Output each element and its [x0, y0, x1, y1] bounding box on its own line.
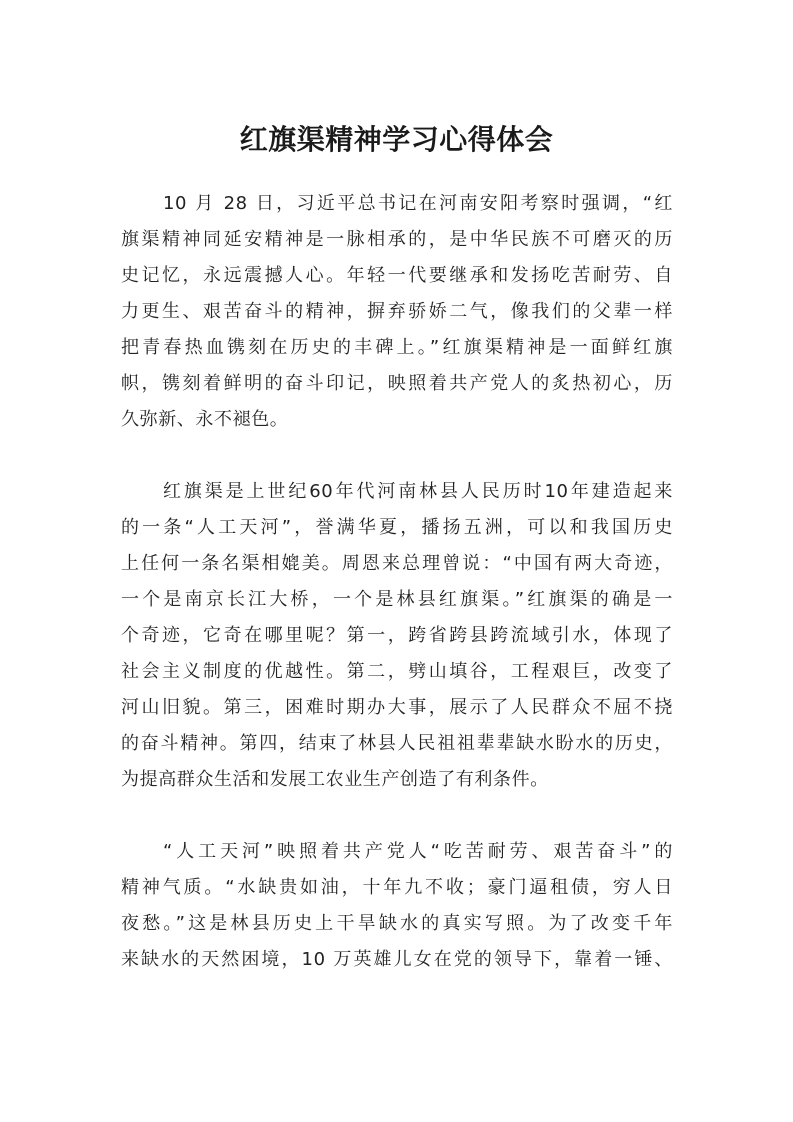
paragraph-2-line-1: 红旗渠是上世纪60年代河南林县人民历时10年建造起来: [163, 481, 673, 502]
paragraph-2-line-4: 一个是南京长江大桥，一个是林县红旗渠。”红旗渠的确是一: [121, 589, 673, 610]
paragraph-1-line-7: 久弥新、永不褪色。: [121, 409, 289, 430]
paragraph-3-line-1: “人工天河”映照着共产党人“吃苦耐劳、艰苦奋斗”的: [163, 841, 673, 862]
paragraph-2-line-2: 的一条“人工天河”，誉满华夏，播扬五洲，可以和我国历史: [121, 517, 673, 538]
document-title: 红旗渠精神学习心得体会: [239, 123, 554, 156]
paragraph-2-line-9: 为提高群众生活和发展工农业生产创造了有利条件。: [121, 769, 549, 790]
paragraph-1-line-5: 把青春热血镌刻在历史的丰碑上。”红旗渠精神是一面鲜红旗: [121, 337, 673, 358]
paragraph-2-line-7: 河山旧貌。第三，困难时期办大事，展示了人民群众不屈不挠: [121, 697, 673, 718]
paragraph-1-line-1: 10 月 28 日，习近平总书记在河南安阳考察时强调，“红: [163, 193, 673, 214]
paragraph-3-line-4: 来缺水的天然困境，10 万英雄儿女在党的领导下，靠着一锤、: [121, 949, 673, 970]
paragraph-1-line-4: 力更生、艰苦奋斗的精神，摒弃骄娇二气，像我们的父辈一样: [121, 301, 673, 322]
paragraph-1-line-6: 帜，镌刻着鲜明的奋斗印记，映照着共产党人的炙热初心，历: [121, 373, 673, 394]
paragraph-3-line-2: 精神气质。“水缺贵如油，十年九不收；豪门逼租债，穷人日: [121, 877, 673, 898]
paragraph-2-line-5: 个奇迹，它奇在哪里呢？第一，跨省跨县跨流域引水，体现了: [121, 625, 673, 646]
paragraph-2-line-8: 的奋斗精神。第四，结束了林县人民祖祖辈辈缺水盼水的历史，: [121, 733, 673, 754]
paragraph-1-line-3: 史记忆，永远震撼人心。年轻一代要继承和发扬吃苦耐劳、自: [121, 265, 673, 286]
paragraph-3-line-3: 夜愁。”这是林县历史上干旱缺水的真实写照。为了改变千年: [121, 913, 673, 934]
paragraph-2-line-3: 上任何一条名渠相媲美。周恩来总理曾说：“中国有两大奇迹，: [121, 553, 673, 574]
paragraph-1-line-2: 旗渠精神同延安精神是一脉相承的，是中华民族不可磨灭的历: [121, 229, 673, 250]
paragraph-2-line-6: 社会主义制度的优越性。第二，劈山填谷，工程艰巨，改变了: [121, 661, 673, 682]
